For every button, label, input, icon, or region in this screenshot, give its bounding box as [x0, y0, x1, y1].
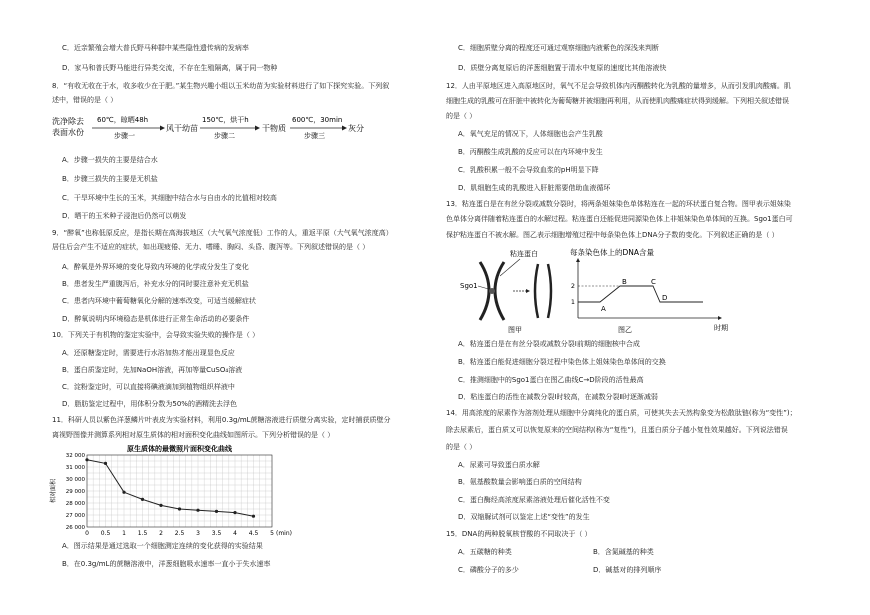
q13-stem-3: 保护粘连蛋白不被水解。图乙表示细胞增殖过程中每条染色体上DNA分子数的变化。下列叙述正确的是（ ）	[446, 231, 779, 239]
q8-option-a: A．步骤一损失的主要是结合水	[62, 156, 158, 164]
q12-option-c: C．乳酸积累一般不会导致血浆的pH明显下降	[458, 166, 599, 174]
q12-option-b: B．丙酮酸生成乳酸的反应可以在内环境中发生	[458, 148, 603, 156]
flow-start-2: 表面水份	[52, 128, 84, 137]
chromatid-left	[535, 264, 538, 318]
fig-b-caption: 图乙	[618, 326, 632, 334]
y-tick-label: 27 000	[65, 513, 85, 519]
x-tick-label: 2.5	[174, 530, 185, 537]
data-point	[122, 491, 125, 494]
flow-node-3: 灰分	[348, 124, 364, 133]
q14-option-c: C．蛋白酶经高浓度尿素溶液处理后催化活性不变	[458, 496, 610, 504]
chart-title: 原生质体的最微照片面积变化曲线	[127, 445, 232, 453]
q15-option-b: B．含氮碱基的种类	[593, 548, 654, 556]
y-tick-label: 30 000	[65, 477, 85, 483]
q14-stem-2: 除去尿素后，蛋白质又可以恢复原来的空间结构(称为“复性”)，且蛋白质分子越小复性效果越好。下列说法错误	[446, 426, 788, 434]
q14-option-a: A．尿素可导致蛋白质水解	[458, 461, 540, 469]
right-option-c-prev: C．细胞质壁分离的程度还可通过观察细胞内液紫色的深浅来判断	[458, 44, 659, 52]
x-tick-label: 2	[159, 530, 163, 537]
q11-stem-1: 11．科研人员以紫色洋葱鳞片叶表皮为实验材料，利用0.3g/mL蔗糖溶液进行质壁分离实验，定时捕获质壁分	[52, 416, 391, 424]
flow-cond-2: 150℃，烘干h	[202, 116, 249, 124]
q9-option-d: D．醉氧说明内环境稳态是机体进行正常生命活动的必要条件	[62, 315, 250, 323]
fig-a-protein-label: 粘连蛋白	[510, 250, 538, 258]
q11-option-a: A．图示结果是通过选取一个细胞测定连续的变化获得的实验结果	[62, 542, 263, 550]
q12-stem-3: 的是（ ）	[446, 112, 477, 120]
q8-option-d: D．晒干的玉米种子浸泡后仍然可以萌发	[62, 212, 187, 220]
q13-option-b: B．粘连蛋白能促进细胞分裂过程中染色体上姐妹染色单体间的交换	[458, 358, 666, 366]
q12-stem-1: 12．人由平原地区进入高原地区时，氧气不足会导致机体内丙酮酸转化为乳酸的量增多，从而引发肌肉酸痛。肌	[446, 82, 791, 90]
data-point	[159, 504, 162, 507]
q8-stem-2: 述中，错误的是（ ）	[52, 96, 118, 104]
y-tick-label: 26 000	[65, 525, 85, 531]
q13-figure-a	[458, 244, 568, 336]
y-tick-label: 32 000	[65, 453, 85, 459]
data-point	[196, 509, 199, 512]
q15-stem: 15．DNA的两种脱氧核苷酸的不同取决于（ ）	[446, 530, 592, 538]
q14-option-d: D．双缩脲试剂可以鉴定上述“变性”的发生	[458, 513, 590, 521]
q8-flow-diagram	[52, 108, 372, 150]
q14-stem-3: 的是（ ）	[446, 443, 477, 451]
q9-option-c: C．患者内环境中葡萄糖氧化分解的速率改变，可适当缓解症状	[62, 297, 256, 305]
q8-option-c: C．干旱环境中生长的玉米，其细胞中结合水与自由水的比值相对较高	[62, 194, 277, 202]
fig-b-point-A: A	[601, 305, 606, 313]
series-line	[87, 460, 254, 516]
y-tick-label: 28 000	[65, 501, 85, 507]
chromosome-x	[480, 262, 489, 320]
flow-cond-1: 60℃，晾晒48h	[97, 116, 149, 124]
q13-stem-2: 色单体分离伴随着粘连蛋白的水解过程。粘连蛋白还能促进同源染色体上非姐妹染色单体间的互换。Sgo1蛋白可	[446, 215, 793, 223]
option-c-prev: C．近亲繁殖会增大普氏野马种群中某些隐性遗传病的发病率	[62, 44, 249, 52]
chromatid-right	[548, 264, 551, 318]
fig-a-sgo1-label: Sgo1	[460, 282, 478, 290]
q14-option-b: B．氨基酸数量会影响蛋白质的空间结构	[458, 478, 582, 486]
q10-option-b: B．蛋白质鉴定时，先加NaOH溶液，再加等量CuSO₄溶液	[62, 366, 243, 374]
x-tick-label: 5	[270, 530, 274, 537]
q10-stem: 10．下列关于有机物的鉴定实验中，会导致实验失败的操作是（ ）	[52, 331, 260, 339]
fig-b-xlabel: 时期	[714, 324, 728, 332]
flow-cond-3: 600℃，30min	[292, 116, 343, 124]
y-axis-label: 相对面积	[50, 478, 57, 504]
x-tick-label: 1.5	[137, 530, 148, 537]
q10-option-d: D．脂肪鉴定过程中，用体积分数为50%的酒精洗去浮色	[62, 400, 237, 408]
q13-figure-b	[568, 246, 778, 334]
q8-option-b: B．步骤三损失的主要是无机盐	[62, 175, 158, 183]
q10-option-c: C．淀粉鉴定时，可以直接将碘液滴加到植物组织样液中	[62, 383, 235, 391]
x-axis-arrow	[718, 316, 722, 320]
fig-a-caption: 图甲	[508, 326, 522, 334]
x-axis-label: (min)	[276, 530, 292, 537]
data-point	[252, 515, 255, 518]
flow-node-2: 干物质	[262, 124, 286, 133]
data-point	[141, 498, 144, 501]
q12-option-a: A．氧气充足的情况下，人体细胞也会产生乳酸	[458, 130, 603, 138]
flow-step-1: 步骤一	[114, 132, 135, 140]
x-tick-label: 0.5	[100, 530, 111, 537]
right-option-d-prev: D．质壁分离复原后的洋葱细胞置于清水中复原的速度比其他溶液快	[458, 64, 667, 72]
q13-stem-1: 13．粘连蛋白是在有丝分裂或减数分裂时，将两条姐妹染色单体粘连在一起的环状蛋白复合物。图甲表示姐妹染	[446, 200, 791, 208]
y-tick-label: 31 000	[65, 465, 85, 471]
flow-step-2: 步骤二	[214, 132, 235, 140]
x-tick-label: 3.5	[211, 530, 222, 537]
fig-b-line	[578, 286, 703, 302]
q13-option-a: A．粘连蛋白是在有丝分裂或减数分裂Ⅰ前期的细胞核中合成	[458, 340, 640, 348]
q15-option-c: C．磷酸分子的多少	[458, 566, 519, 574]
y-tick-label: 29 000	[65, 489, 85, 495]
x-tick-label: 4.5	[248, 530, 259, 537]
q9-stem-1: 9．“醉氧”也称低原反应，是指长期在高海拔地区（大气氧气浓度低）工作的人，重返平原（大气氧气浓度高）	[52, 229, 393, 237]
data-point	[85, 458, 88, 461]
q11-stem-2: 离视野图像并测算系列相对原生质体的相对面积变化曲线如图所示。下列分析错误的是（ ）	[52, 431, 335, 439]
area-curve-chart	[47, 443, 317, 539]
x-tick-label: 1	[122, 530, 126, 537]
q12-option-d: D．肌细胞生成的乳酸进入肝脏需要借助血液循环	[458, 184, 611, 192]
flow-node-1: 风干幼苗	[166, 124, 198, 133]
q14-stem-1: 14．用高浓度的尿素作为溶剂处理从细胞中分离纯化的蛋白质，可使其失去天然构象变为松散肽链(称为“变性”)；	[446, 409, 797, 417]
q8-stem-1: 8．“有收无收在于水，收多收少在于肥。”某生物兴趣小组以玉米幼苗为实验材料进行了如下探究实验。下列叙	[52, 82, 390, 90]
x-tick-label: 3	[196, 530, 200, 537]
fig-b-ytick-1: 1	[570, 298, 575, 306]
fig-b-point-B: B	[622, 278, 627, 286]
x-tick-label: 0	[85, 530, 89, 537]
q11-option-b: B．在0.3g/mL的蔗糖溶液中，洋葱细胞吸水速率一直小于失水速率	[62, 560, 271, 568]
q9-option-b: B．患者发生严重腹泻后，补充水分的同时要注意补充无机盐	[62, 280, 249, 288]
data-point	[104, 462, 107, 465]
flow-start-1: 洗净除去	[52, 117, 84, 126]
option-d-prev: D．家马和普氏野马能进行异类交流，不存在生殖隔离，属于同一物种	[62, 64, 278, 72]
x-tick-label: 4	[233, 530, 237, 537]
q9-stem-2: 居住后会产生不适应的症状，如出现疲倦、无力、嗜睡、胸闷、头昏、腹泻等。下列叙述错误的是（ ）	[52, 243, 370, 251]
data-point	[215, 510, 218, 513]
q12-stem-2: 细胞生成的乳酸可在肝脏中被转化为葡萄糖并被细胞再利用，从而使肌肉酸痛症状得到缓解。下列相关叙述错误	[446, 97, 789, 105]
q9-option-a: A．醉氧是外界环境的变化导致内环境的化学成分发生了变化	[62, 263, 249, 271]
fig-b-ylabel: 每条染色体上的DNA含量	[570, 248, 655, 257]
data-point	[178, 507, 181, 510]
q10-option-a: A．还原糖鉴定时，需要进行水浴加热才能出现显色反应	[62, 349, 235, 357]
data-point	[233, 511, 236, 514]
fig-b-point-C: C	[651, 278, 656, 286]
q15-option-a: A．五碳糖的种类	[458, 548, 512, 556]
q13-option-c: C．推测细胞中的Sgo1蛋白在图乙曲线C→D阶段的活性最高	[458, 376, 644, 384]
flow-step-3: 步骤三	[304, 132, 325, 140]
fig-b-point-D: D	[662, 294, 668, 302]
q15-option-d: D．碱基对的排列顺序	[593, 566, 662, 574]
y-axis-arrow	[576, 258, 580, 262]
fig-b-ytick-2: 2	[570, 282, 575, 290]
q13-option-d: D．粘连蛋白的活性在减数分裂Ⅰ时较高，在减数分裂Ⅱ时逐渐减弱	[458, 393, 658, 401]
